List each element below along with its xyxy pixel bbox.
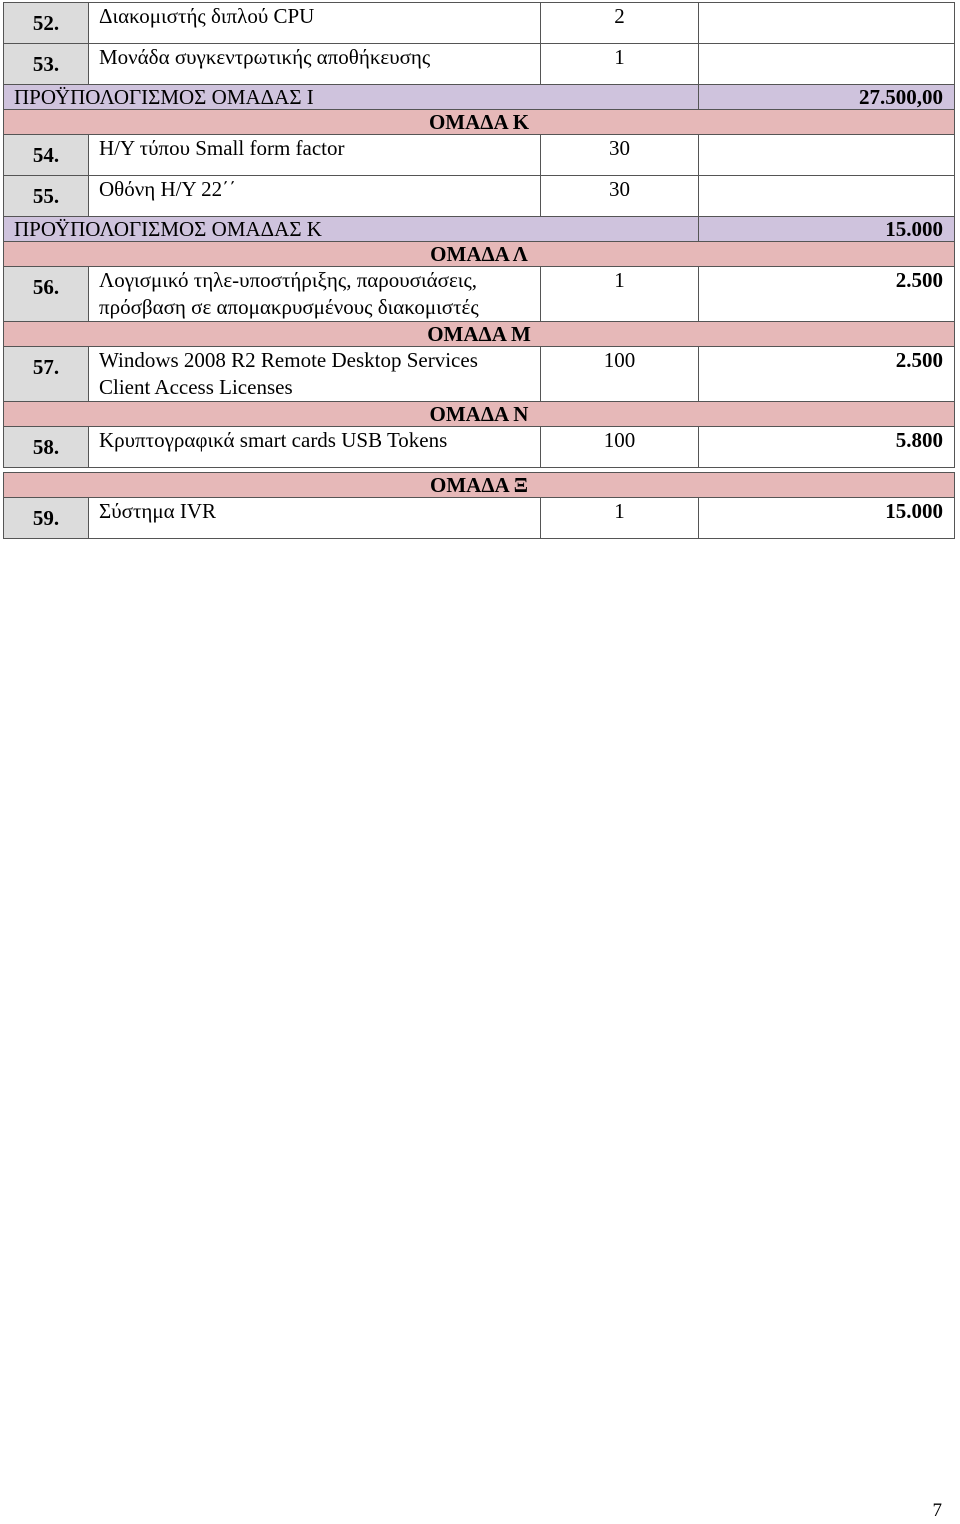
- group-header-n: [4, 402, 955, 427]
- description-line-1: Windows 2008 R2 Remote Desktop Services: [99, 348, 478, 372]
- item-number: 57.: [4, 347, 89, 402]
- group-header-m: [4, 322, 955, 347]
- item-price: [699, 135, 955, 176]
- item-quantity: 2: [541, 3, 699, 44]
- budget-row-group-i: [4, 85, 955, 110]
- table-row: [4, 176, 955, 217]
- table-row: [4, 44, 955, 85]
- table-row: [4, 427, 955, 468]
- item-number: 55.: [4, 176, 89, 217]
- item-price: [699, 44, 955, 85]
- item-quantity: 100: [541, 347, 699, 402]
- group-title: ΟΜΑΔΑ Λ: [4, 242, 955, 267]
- item-price: 5.800: [699, 427, 955, 468]
- item-number: 54.: [4, 135, 89, 176]
- item-number: 56.: [4, 267, 89, 322]
- budget-row-group-k: [4, 217, 955, 242]
- group-header-l: [4, 242, 955, 267]
- item-quantity: 30: [541, 135, 699, 176]
- group-header-x: [4, 473, 955, 498]
- group-title: ΟΜΑΔΑ Μ: [4, 322, 955, 347]
- description-line-2: πρόσβαση σε απομακρυσμένους διακομιστές: [99, 295, 479, 319]
- table-row: [4, 135, 955, 176]
- item-price: 2.500: [699, 347, 955, 402]
- group-title: ΟΜΑΔΑ Ξ: [4, 473, 955, 498]
- item-quantity: 1: [541, 498, 699, 539]
- group-title: ΟΜΑΔΑ Κ: [4, 110, 955, 135]
- budget-value: 15.000: [699, 217, 955, 242]
- table-row: [4, 498, 955, 539]
- budget-label: ΠΡΟΫΠΟΛΟΓΙΣΜΟΣ ΟΜΑΔΑΣ Ι: [4, 85, 699, 110]
- table-row: [4, 3, 955, 44]
- table-row: [4, 267, 955, 322]
- item-description: Μονάδα συγκεντρωτικής αποθήκευσης: [89, 44, 541, 85]
- item-number: 53.: [4, 44, 89, 85]
- budget-table-wrapper: [3, 2, 954, 539]
- item-quantity: 1: [541, 44, 699, 85]
- description-line-2: Client Access Licenses: [99, 375, 293, 399]
- budget-value: 27.500,00: [699, 85, 955, 110]
- item-quantity: 1: [541, 267, 699, 322]
- item-number: 58.: [4, 427, 89, 468]
- item-description: Διακομιστής διπλού CPU: [89, 3, 541, 44]
- budget-label: ΠΡΟΫΠΟΛΟΓΙΣΜΟΣ ΟΜΑΔΑΣ Κ: [4, 217, 699, 242]
- item-price: [699, 3, 955, 44]
- item-number: 59.: [4, 498, 89, 539]
- item-quantity: 30: [541, 176, 699, 217]
- item-description: Σύστημα IVR: [89, 498, 541, 539]
- item-description: Οθόνη Η/Υ 22΄΄: [89, 176, 541, 217]
- item-number: 52.: [4, 3, 89, 44]
- item-description: Κρυπτογραφικά smart cards USB Tokens: [89, 427, 541, 468]
- item-description: Η/Υ τύπου Small form factor: [89, 135, 541, 176]
- item-price: 2.500: [699, 267, 955, 322]
- item-price: [699, 176, 955, 217]
- item-description: [89, 347, 541, 402]
- page-number: 7: [932, 1500, 942, 1521]
- item-description: [89, 267, 541, 322]
- table-row: [4, 347, 955, 402]
- description-line-1: Λογισμικό τηλε-υποστήριξης, παρουσιάσεις,: [99, 268, 478, 292]
- budget-table: [3, 2, 955, 539]
- group-header-k: [4, 110, 955, 135]
- item-quantity: 100: [541, 427, 699, 468]
- item-price: 15.000: [699, 498, 955, 539]
- group-title: ΟΜΑΔΑ Ν: [4, 402, 955, 427]
